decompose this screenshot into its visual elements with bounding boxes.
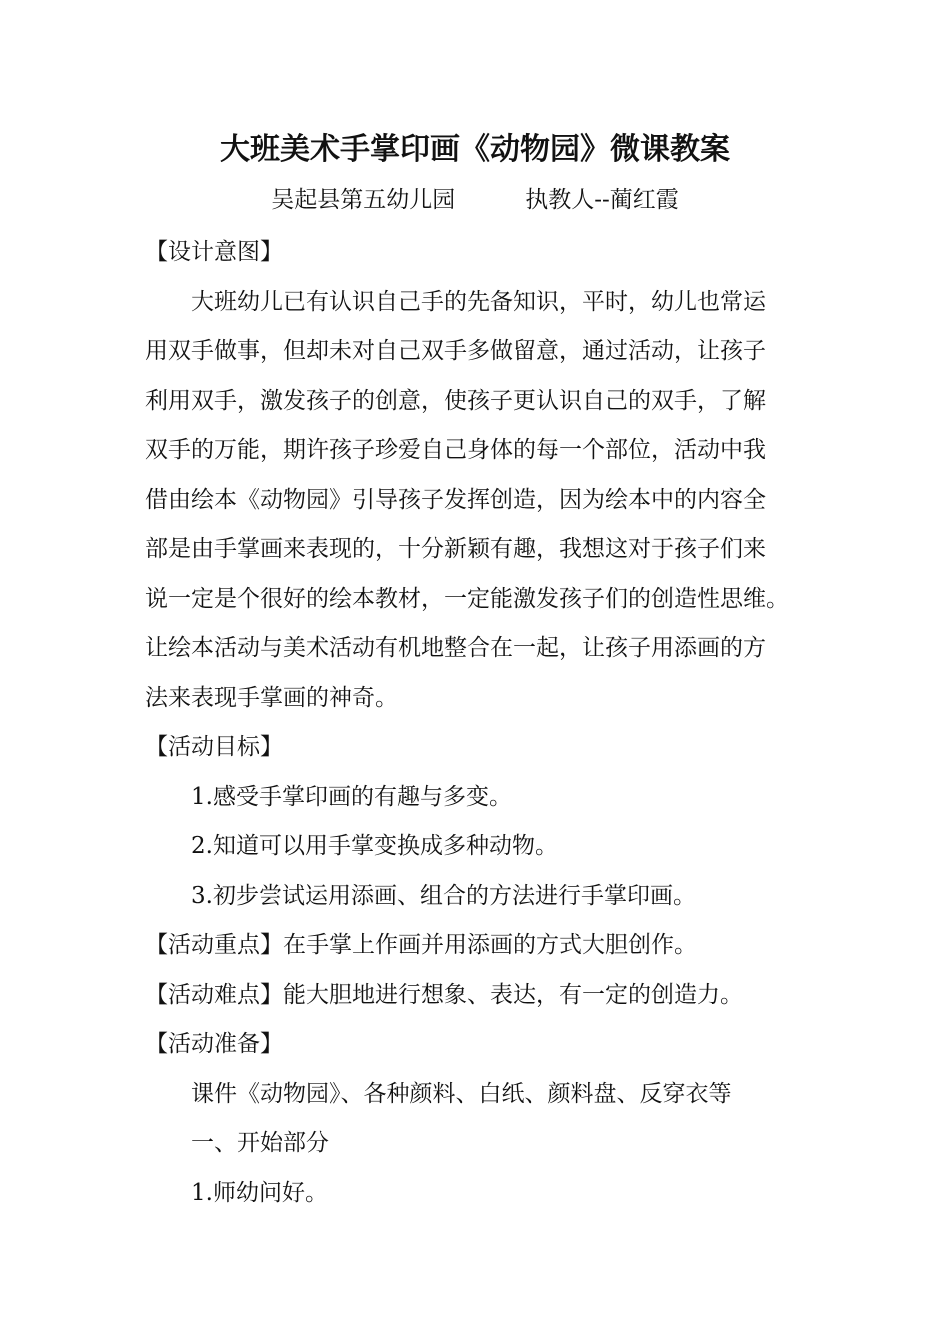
- paragraph-line: 大班幼儿已有认识自己手的先备知识，平时，幼儿也常运: [191, 288, 766, 315]
- paragraph-line: 说一定是个很好的绘本教材，一定能激发孩子们的创造性思维。: [145, 585, 789, 612]
- key-point-text: 在手掌上作画并用添画的方式大胆创作。: [283, 932, 697, 958]
- part1-heading: 一、开始部分: [191, 1130, 329, 1156]
- section-heading-difficulty: 【活动难点】: [145, 981, 283, 1008]
- difficulty-line: [145, 971, 815, 1021]
- section-heading-preparation: 【活动准备】: [145, 1031, 283, 1057]
- document-body: [145, 228, 815, 1218]
- paragraph-line: 用双手做事，但却未对自己双手多做留意，通过活动，让孩子: [145, 338, 766, 364]
- author-line: [0, 182, 950, 218]
- teacher-name: 执教人--蔺红霞: [525, 187, 679, 213]
- section-heading-goals: 【活动目标】: [145, 734, 283, 760]
- school-name: 吴起县第五幼儿园: [271, 187, 456, 213]
- goal-item: 1.感受手掌印画的有趣与多变。: [191, 783, 512, 810]
- page-title: 大班美术手掌印画《动物园》微课教案: [220, 132, 730, 167]
- paragraph-line: 借由绘本《动物园》引导孩子发挥创造，因为绘本中的内容全: [145, 486, 766, 513]
- part1-step: 1.师幼问好。: [191, 1179, 328, 1206]
- paragraph-line: 让绘本活动与美术活动有机地整合在一起，让孩子用添画的方: [145, 635, 766, 661]
- section-heading-key-point: 【活动重点】: [145, 932, 283, 958]
- preparation-text: 课件《动物园》、各种颜料、白纸、颜料盘、反穿衣等: [191, 1080, 732, 1107]
- paragraph-line: 部是由手掌画来表现的，十分新颖有趣，我想这对于孩子们来: [145, 536, 766, 562]
- difficulty-text: 能大胆地进行想象、表达，有一定的创造力。: [283, 981, 743, 1008]
- paragraph-line: 法来表现手掌画的神奇。: [145, 684, 398, 711]
- paragraph-line: 利用双手，激发孩子的创意，使孩子更认识自己的双手，了解: [145, 387, 766, 414]
- section-heading-design-intent: 【设计意图】: [145, 239, 283, 265]
- goal-item: 2.知道可以用手掌变换成多种动物。: [191, 833, 558, 859]
- key-point-line: [145, 921, 815, 971]
- paragraph-line: 双手的万能，期许孩子珍爱自己身体的每一个部位，活动中我: [145, 437, 766, 463]
- goal-item: 3.初步尝试运用添画、组合的方法进行手掌印画。: [191, 882, 696, 909]
